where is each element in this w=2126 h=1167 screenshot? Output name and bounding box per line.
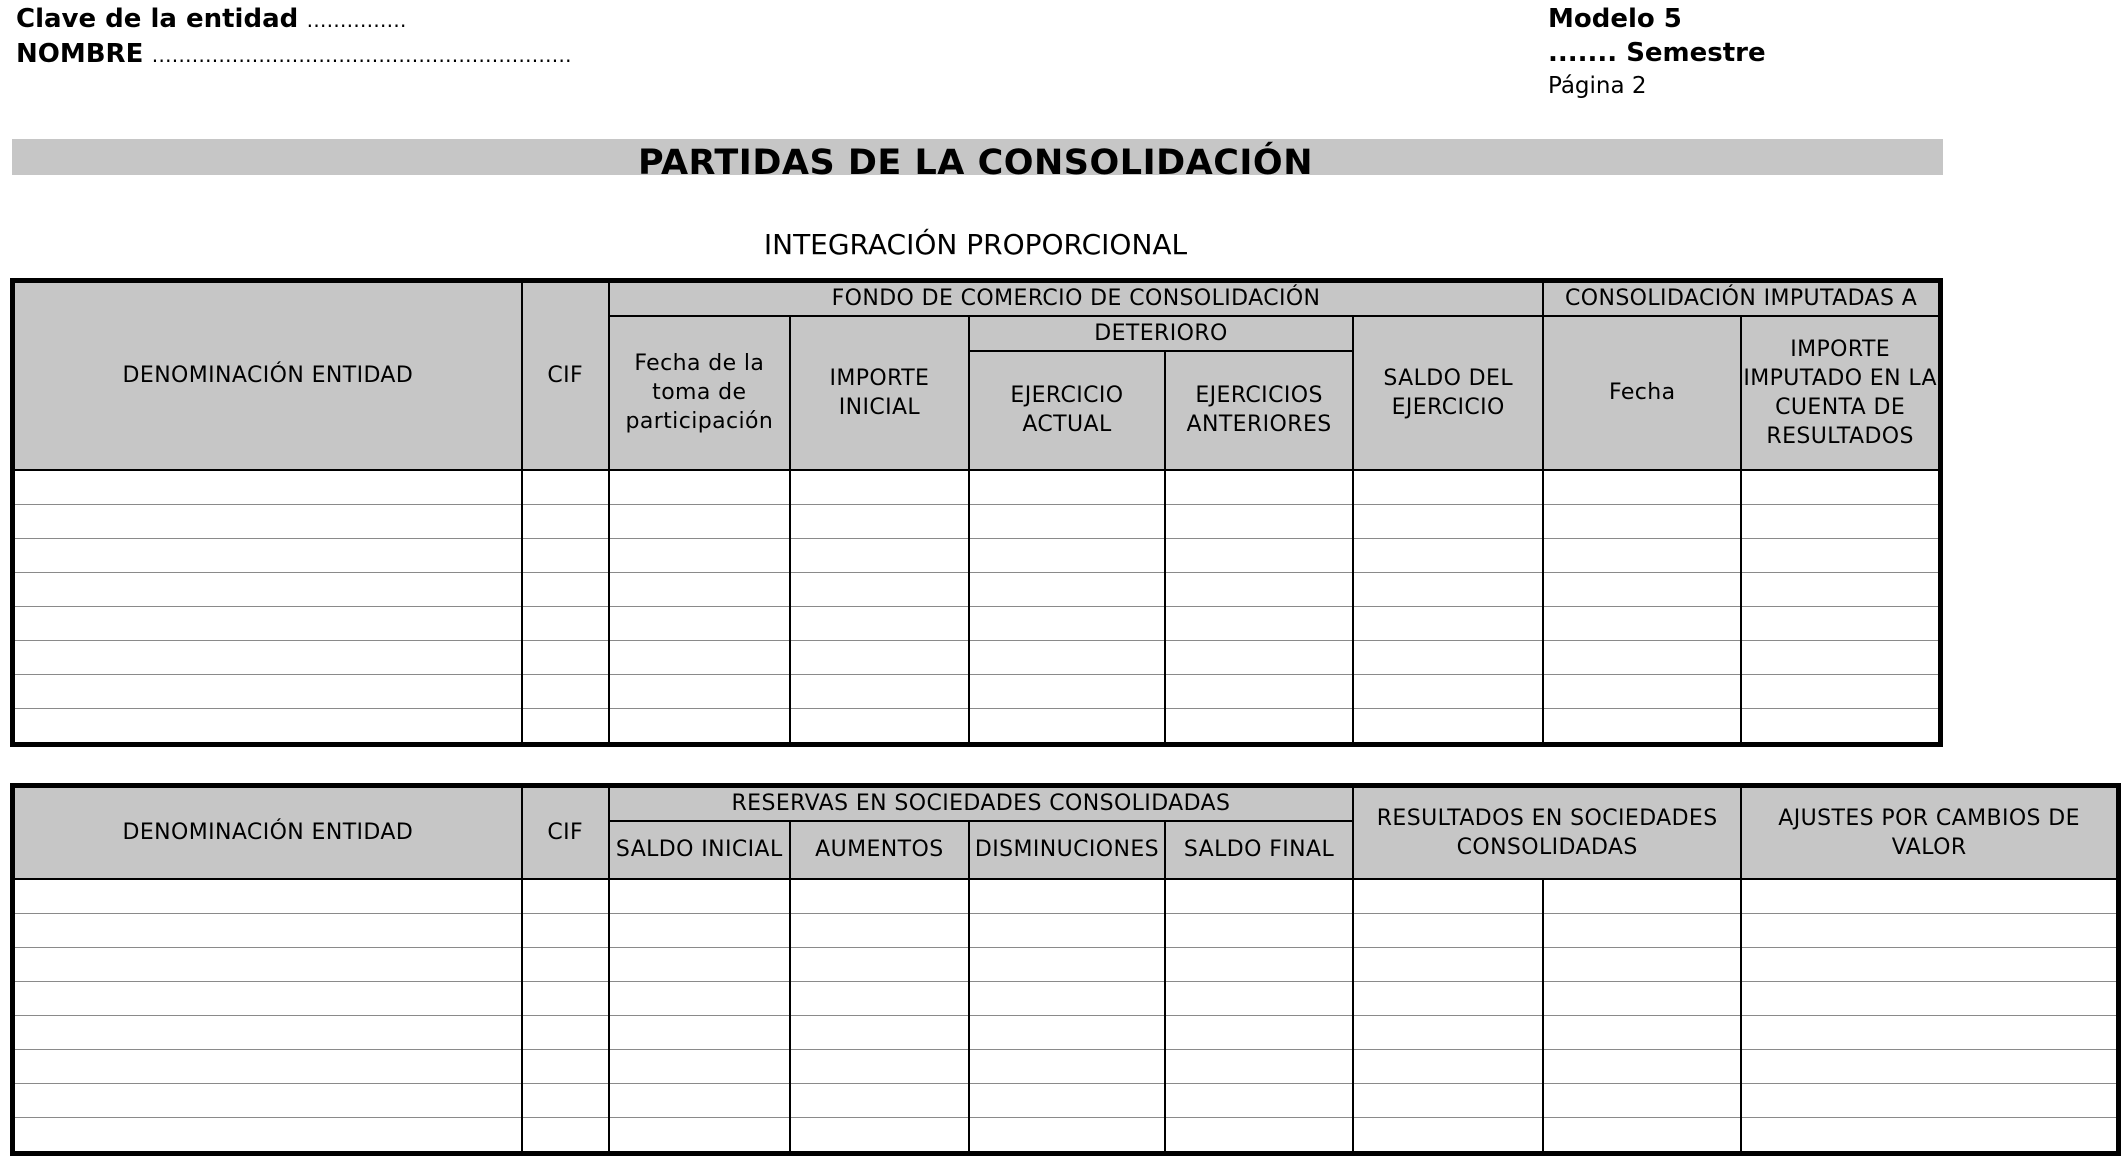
reservas-table — [10, 783, 2121, 1156]
header-deterioro: DETERIORO — [969, 316, 1353, 351]
modelo-label: Modelo 5 — [1548, 4, 1682, 34]
header-cif: CIF — [522, 281, 609, 470]
header-consolidacion-imputadas: CONSOLIDACIÓN IMPUTADAS A — [1543, 281, 1940, 316]
header-saldo-inicial: SALDO INICIAL — [609, 821, 790, 879]
semestre-label: ....... Semestre — [1548, 38, 1766, 68]
table-row — [13, 879, 2119, 914]
table-row — [13, 538, 1941, 572]
table-row — [13, 606, 1941, 640]
clave-field: …………… — [306, 8, 407, 32]
table-row — [13, 913, 2119, 947]
header-disminuciones: DISMINUCIONES — [969, 821, 1165, 879]
page-number: Página 2 — [1548, 73, 1647, 99]
header-fecha: Fecha — [1543, 316, 1741, 470]
header-cif: CIF — [522, 786, 609, 879]
table-row — [13, 640, 1941, 674]
header-reservas: RESERVAS EN SOCIEDADES CONSOLIDADAS — [609, 786, 1353, 821]
header-saldo-final: SALDO FINAL — [1165, 821, 1353, 879]
nombre-label: NOMBRE — [16, 39, 144, 69]
header-importe-inicial: IMPORTE INICIAL — [790, 316, 969, 470]
table-row — [13, 470, 1941, 505]
header-aumentos: AUMENTOS — [790, 821, 969, 879]
header-ajustes: AJUSTES POR CAMBIOS DE VALOR — [1741, 786, 2118, 879]
page-title: PARTIDAS DE LA CONSOLIDACIÓN — [638, 143, 1313, 183]
header-resultados: RESULTADOS EN SOCIEDADES CONSOLIDADAS — [1353, 786, 1741, 879]
table-row — [13, 1083, 2119, 1117]
header-fondo-comercio: FONDO DE COMERCIO DE CONSOLIDACIÓN — [609, 281, 1543, 316]
header-right — [1548, 2, 1766, 102]
header-ejercicios-anteriores: EJERCICIOS ANTERIORES — [1165, 351, 1353, 470]
nombre-field: ……………………………………………………… — [151, 43, 572, 67]
table-row — [13, 981, 2119, 1015]
header-denominacion: DENOMINACIÓN ENTIDAD — [13, 786, 522, 879]
table-row — [13, 708, 1941, 744]
table-row — [13, 504, 1941, 538]
header-importe-imputado: IMPORTE IMPUTADO EN LA CUENTA DE RESULTADOS — [1741, 316, 1940, 470]
section-subtitle: INTEGRACIÓN PROPORCIONAL — [763, 228, 1188, 261]
fondo-comercio-table — [10, 278, 1943, 747]
table-row — [13, 947, 2119, 981]
table-row — [13, 674, 1941, 708]
table-row — [13, 572, 1941, 606]
header-denominacion: DENOMINACIÓN ENTIDAD — [13, 281, 522, 470]
clave-label: Clave de la entidad — [16, 4, 299, 34]
header-left — [16, 2, 572, 72]
header-saldo-ejercicio: SALDO DEL EJERCICIO — [1353, 316, 1543, 470]
header-ejercicio-actual: EJERCICIO ACTUAL — [969, 351, 1165, 470]
header-fecha-toma: Fecha de la toma de participación — [609, 316, 790, 470]
table-row — [13, 1015, 2119, 1049]
table-row — [13, 1117, 2119, 1153]
table-row — [13, 1049, 2119, 1083]
